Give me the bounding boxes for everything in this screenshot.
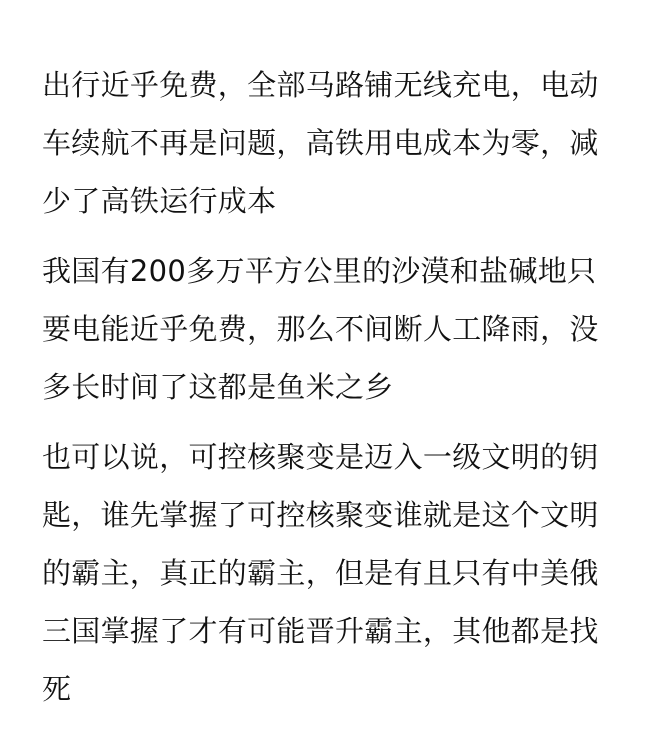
paragraph-fusion-civilization: 也可以说，可控核聚变是迈入一级文明的钥 匙，谁先掌握了可控核聚变谁就是这个文明 的霸主，真正的霸主，但是有且只有中美俄 三国掌握了才有可能晋升霸主，其他都是找 死: [42, 440, 599, 706]
post-content: [42, 56, 642, 730]
paragraph-free-travel: 出行近乎免费，全部马路铺无线充电，电动 车续航不再是问题，高铁用电成本为零，减 少了高铁运行成本: [42, 68, 599, 218]
paragraph-desert-rain: 我国有200多万平方公里的沙漠和盐碱地只 要电能近乎免费，那么不间断人工降雨，没 多长时间了这都是鱼米之乡: [42, 254, 599, 404]
